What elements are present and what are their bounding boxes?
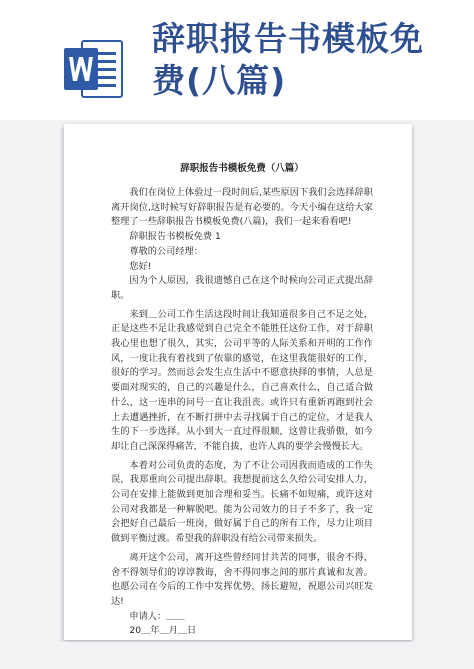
word-document-icon [62,38,124,100]
page-footer [0,642,474,669]
salutation: 尊敬的公司经理： [129,245,203,257]
paragraph-3: 本着对公司负责的态度，为了不让公司因我而造成的工作失误，我郑重向公司提出辞职。我想提前这么久给公司安排人力，公司在安排上能做到更加合理和妥当。长痛不如短痛，或许这对公司对我都是一种解脱吧。能为公司效力的日子不多了，我一定会把好自己最后一班岗，做好属于自己的所有工作，尽力让项目做到平衡过渡。希望我的辞职没有给公司带来损失。 [111,459,373,545]
paragraph-2: 来到＿公司工作生活这段时间让我知道很多自己不足之处，正是这些不足让我感觉到自己完全不能胜任这份工作，对于辞职我心里也想了很久，其实，公司平等的人际关系和开明的工作作风，一度让我有着找到了依靠的感觉，在这里我能很好的工作，很好的学习。然而总会发生点生活中不愿意抉择的事情，人总是要面对现实的，自己的兴趣是什么，自己喜欢什么，自己适合做什么，这一连串的问号一直让我沮丧。或许只有重新再跑到社会上去遭遇挫折，在不断打拼中去寻找属于自己的定位，才是我人生的下一步选择。从小到大一直过得很顺，这曾让我骄傲，如今却让自己深深得痛苦，不能自拔，也许人真的要学会慢慢长大。 [111,308,373,452]
greeting: 您好! [129,260,152,272]
document-title: 辞职报告书模板免费（八篇） [180,163,304,174]
document-body [111,162,373,639]
title-line-1: 辞职报告书模板免 [152,19,424,58]
page-title [152,18,462,102]
applicant-line: 申请人：＿＿ [129,610,185,622]
section-heading: 辞职报告书模板免费 1 [129,231,221,243]
paragraph-4: 离开这个公司，离开这些曾经同甘共苦的同事，很舍不得，舍不得领导们的谆谆教诲，舍不得同事之间的那片真诚和友善。也愿公司在今后的工作中发挥优势，扬长避短，祝愿公司兴旺发达! [111,551,373,607]
date-line: 20＿年＿月＿日 [129,625,197,637]
paragraph-1: 因为个人原因，我很遗憾自己在这个时候向公司正式提出辞职。 [111,275,373,301]
intro-paragraph: 我们在岗位上体验过一段时间后,某些原因下我们会选择辞职离开岗位,这时候写好辞职报告是有必要的。今天小编在这给大家整理了一些辞职报告书模板免费(八篇)，我们一起来看看吧! [111,187,373,228]
title-line-2: 费(八篇) [152,61,287,100]
page-header [0,0,474,120]
